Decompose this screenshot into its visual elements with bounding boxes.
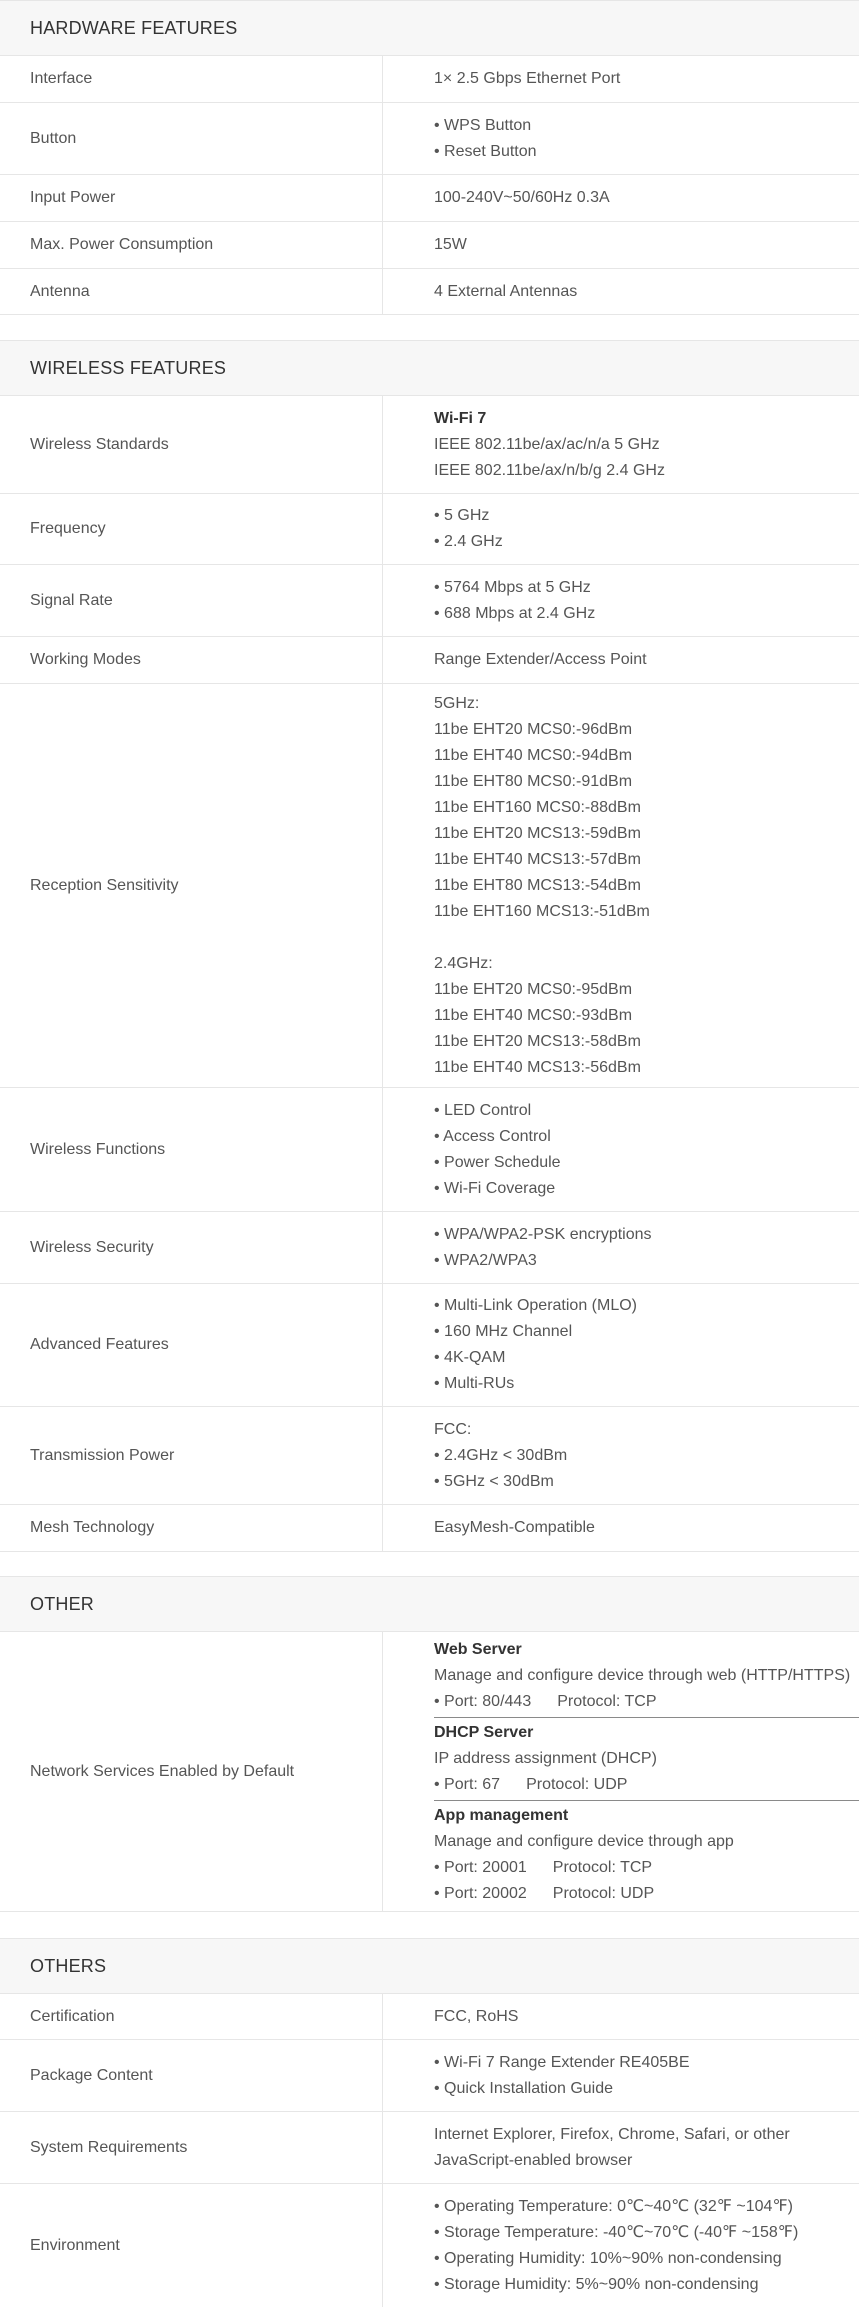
spec-value-item: • Multi-Link Operation (MLO) xyxy=(434,1297,637,1314)
spec-value-item: • Power Schedule xyxy=(434,1153,561,1171)
spec-row-antenna xyxy=(0,269,859,315)
section-others-title: OTHERS xyxy=(0,1938,859,1994)
spec-value-item: • 5GHz < 30dBm xyxy=(434,1472,554,1490)
spec-label: Interface xyxy=(0,56,383,102)
spec-label: Wireless Standards xyxy=(0,396,383,493)
spec-value-item: • WPA/WPA2-PSK encryptions xyxy=(434,1225,652,1243)
spec-label: Working Modes xyxy=(0,637,383,683)
spec-value-item: 11be EHT40 MCS0:-93dBm xyxy=(434,1006,633,1024)
spec-row-network-services xyxy=(0,1632,859,1912)
spec-value-item: 11be EHT40 MCS0:-94dBm xyxy=(434,746,633,764)
spec-row-transmission-power xyxy=(0,1407,859,1505)
spec-value-item: • WPA2/WPA3 xyxy=(434,1251,537,1269)
spec-value-item: • 5 GHz xyxy=(434,507,490,524)
spec-value-item: 11be EHT40 MCS13:-57dBm xyxy=(434,850,641,868)
spec-value-item: • WPS Button xyxy=(434,116,532,134)
spec-value: EasyMesh-Compatible xyxy=(434,1519,595,1536)
web-server-protocol: Protocol: TCP xyxy=(557,1692,657,1710)
spec-label: Network Services Enabled by Default xyxy=(0,1632,383,1911)
spec-value-item: 11be EHT20 MCS0:-96dBm xyxy=(434,720,633,738)
spec-value-item: • 2.4 GHz xyxy=(434,533,503,550)
spec-row-system-requirements xyxy=(0,2112,859,2184)
spec-label: Wireless Security xyxy=(0,1212,383,1283)
divider xyxy=(434,1717,859,1718)
spec-value-heading: Wi-Fi 7 xyxy=(434,409,487,427)
app-port-1: • Port: 20001 xyxy=(434,1858,527,1876)
spec-value-item: 11be EHT80 MCS0:-91dBm xyxy=(434,772,633,790)
spec-value-item: Internet Explorer, Firefox, Chrome, Safari, or other xyxy=(434,2125,790,2143)
spec-row-package-content xyxy=(0,2040,859,2112)
spec-label: Wireless Functions xyxy=(0,1088,383,1211)
spec-label: Button xyxy=(0,103,383,174)
spec-value-item: • Multi-RUs xyxy=(434,1375,515,1392)
spec-value: 100-240V~50/60Hz 0.3A xyxy=(434,189,610,206)
spec-value-item: 11be EHT20 MCS13:-59dBm xyxy=(434,824,641,842)
web-server-desc: Manage and configure device through web (HTTP/HTTPS) xyxy=(434,1666,851,1684)
section-wireless-title: WIRELESS FEATURES xyxy=(0,340,859,396)
spec-value-item: 11be EHT20 MCS0:-95dBm xyxy=(434,980,633,998)
spec-value-item: 11be EHT40 MCS13:-56dBm xyxy=(434,1058,641,1076)
app-management-desc: Manage and configure device through app xyxy=(434,1832,734,1850)
spec-value-item: IEEE 802.11be/ax/ac/n/a 5 GHz xyxy=(434,435,660,453)
spec-label: Mesh Technology xyxy=(0,1505,383,1551)
spec-label: System Requirements xyxy=(0,2112,383,2183)
spec-value-item: FCC: xyxy=(434,1420,472,1438)
spec-value: 15W xyxy=(434,236,467,253)
spec-value-item: • Wi-Fi 7 Range Extender RE405BE xyxy=(434,2053,690,2071)
dhcp-server-desc: IP address assignment (DHCP) xyxy=(434,1749,657,1767)
spec-row-environment xyxy=(0,2184,859,2307)
spec-row-wireless-security xyxy=(0,1212,859,1284)
spec-value-item: • Wi-Fi Coverage xyxy=(434,1179,556,1197)
app-protocol-1: Protocol: TCP xyxy=(552,1858,653,1876)
spec-value-item: • Storage Humidity: 5%~90% non-condensing xyxy=(434,2275,759,2293)
spec-value-item: • 2.4GHz < 30dBm xyxy=(434,1446,568,1464)
spec-label: Package Content xyxy=(0,2040,383,2111)
spec-value-item: 11be EHT20 MCS13:-58dBm xyxy=(434,1032,641,1050)
spec-value: FCC, RoHS xyxy=(434,2007,519,2025)
spec-value-item: • 160 MHz Channel xyxy=(434,1323,573,1340)
spec-value-item: • Access Control xyxy=(434,1127,551,1145)
spec-label: Input Power xyxy=(0,175,383,221)
section-hardware-title: HARDWARE FEATURES xyxy=(0,0,859,56)
spec-value-item: • Operating Temperature: 0℃~40℃ (32℉ ~104℉) xyxy=(434,2197,793,2215)
spec-row-max-power xyxy=(0,222,859,269)
spec-value-item: • 688 Mbps at 2.4 GHz xyxy=(434,604,596,622)
spec-value-item: • Reset Button xyxy=(434,142,537,160)
spec-row-frequency xyxy=(0,494,859,565)
spec-value-item: • Quick Installation Guide xyxy=(434,2079,614,2097)
spec-label: Frequency xyxy=(0,494,383,564)
divider xyxy=(434,1800,859,1801)
spec-value-item: IEEE 802.11be/ax/n/b/g 2.4 GHz xyxy=(434,461,665,479)
spec-value-item: • 4K-QAM xyxy=(434,1349,506,1366)
app-management-title: App management xyxy=(434,1806,569,1824)
spec-label: Signal Rate xyxy=(0,565,383,636)
dhcp-server-port: • Port: 67 xyxy=(434,1775,501,1793)
spec-label: Reception Sensitivity xyxy=(0,684,383,1087)
app-protocol-2: Protocol: UDP xyxy=(552,1884,655,1902)
spec-row-advanced-features xyxy=(0,1284,859,1407)
spec-row-working-modes xyxy=(0,637,859,684)
web-server-port: • Port: 80/443 xyxy=(434,1692,532,1710)
spec-row-input-power xyxy=(0,175,859,222)
spec-value-item: • LED Control xyxy=(434,1101,532,1119)
spec-row-wireless-functions xyxy=(0,1088,859,1212)
spec-value: 4 External Antennas xyxy=(434,282,578,300)
spec-value-item: • Storage Temperature: -40℃~70℃ (-40℉ ~158℉) xyxy=(434,2223,799,2241)
spec-value-item: 2.4GHz: xyxy=(434,954,493,972)
spec-row-button xyxy=(0,103,859,175)
dhcp-server-protocol: Protocol: UDP xyxy=(526,1775,628,1793)
spec-label: Transmission Power xyxy=(0,1407,383,1504)
section-other-title: OTHER xyxy=(0,1576,859,1632)
spec-value-item: JavaScript-enabled browser xyxy=(434,2151,633,2169)
spec-value-item: • 5764 Mbps at 5 GHz xyxy=(434,578,591,596)
spec-row-signal-rate xyxy=(0,565,859,637)
spec-value-item: 5GHz: xyxy=(434,694,480,712)
spec-row-certification xyxy=(0,1994,859,2040)
spec-value-item: 11be EHT160 MCS0:-88dBm xyxy=(434,798,641,816)
spec-value-item: 11be EHT160 MCS13:-51dBm xyxy=(434,902,650,920)
spec-label: Antenna xyxy=(0,269,383,314)
spec-label: Environment xyxy=(0,2184,383,2307)
spec-label: Certification xyxy=(0,1994,383,2039)
app-port-2: • Port: 20002 xyxy=(434,1884,527,1902)
spec-value: 1× 2.5 Gbps Ethernet Port xyxy=(434,70,621,87)
spec-row-mesh-technology xyxy=(0,1505,859,1552)
spec-label: Advanced Features xyxy=(0,1284,383,1406)
spec-value: Range Extender/Access Point xyxy=(434,651,647,668)
spec-value-item: 11be EHT80 MCS13:-54dBm xyxy=(434,876,641,894)
dhcp-server-title: DHCP Server xyxy=(434,1723,534,1741)
spec-row-wireless-standards xyxy=(0,396,859,494)
spec-row-interface xyxy=(0,56,859,103)
spec-label: Max. Power Consumption xyxy=(0,222,383,268)
spec-value-item: • Operating Humidity: 10%~90% non-condensing xyxy=(434,2249,782,2267)
web-server-title: Web Server xyxy=(434,1640,522,1658)
spec-row-reception-sensitivity xyxy=(0,684,859,1088)
